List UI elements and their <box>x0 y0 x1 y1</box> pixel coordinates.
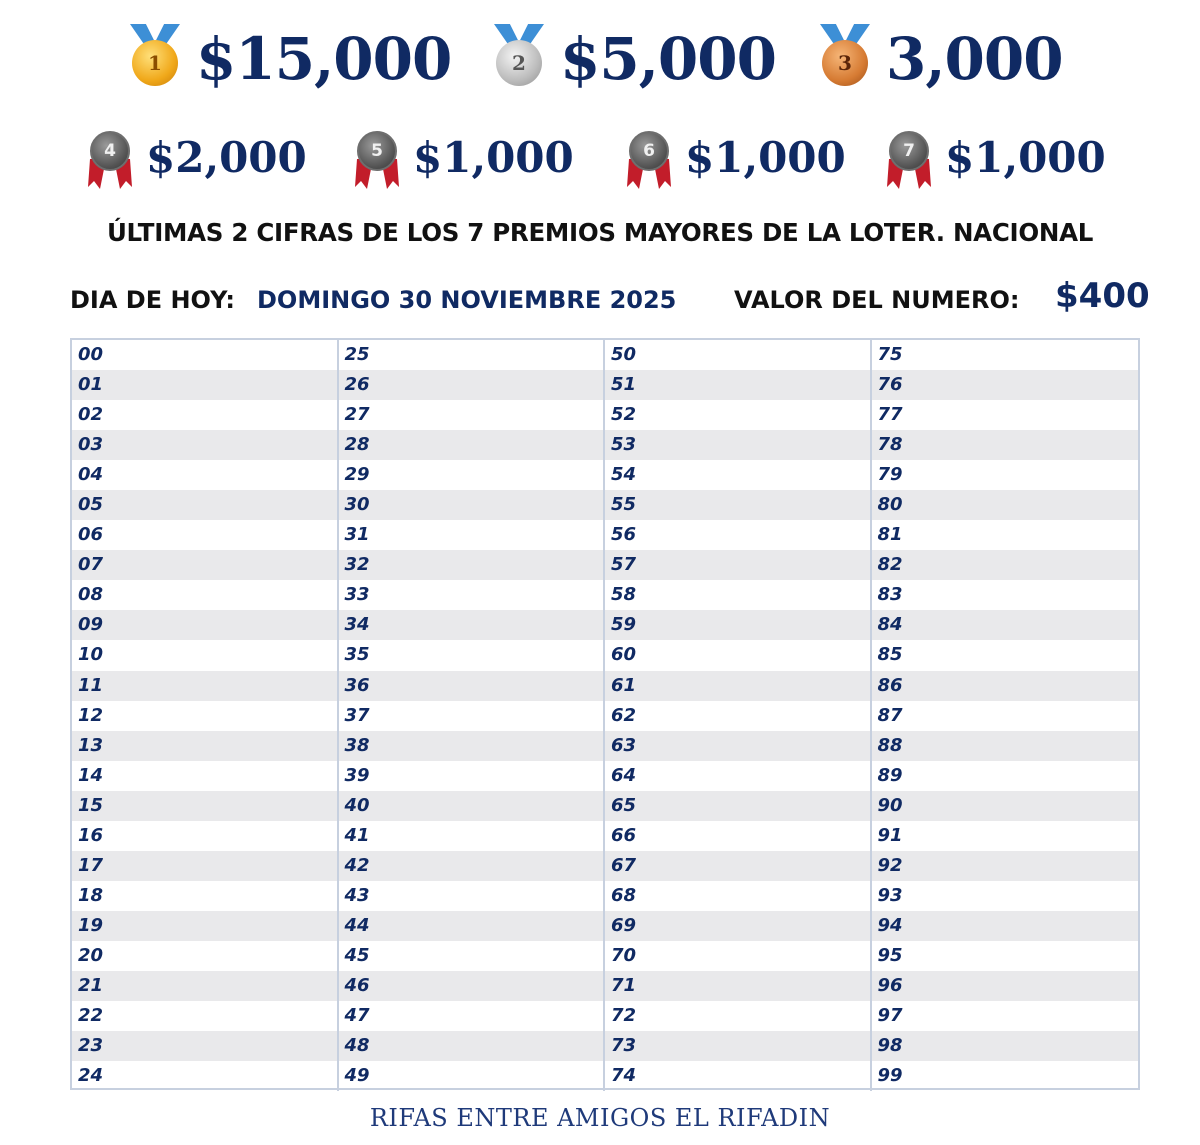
bronze-medal-icon: 3 <box>814 24 876 94</box>
date-line <box>70 276 1150 326</box>
prize-7 <box>885 112 1106 202</box>
number-cell[interactable]: 40 <box>339 791 604 821</box>
secondary-prizes <box>0 112 1200 202</box>
prize-3 <box>814 14 1063 104</box>
prize-1 <box>124 14 451 104</box>
value-amount: $400 <box>1055 276 1150 316</box>
number-cell[interactable]: 31 <box>344 524 370 546</box>
number-cell[interactable]: 90 <box>872 791 1139 821</box>
number-cell[interactable]: 99 <box>877 1065 903 1087</box>
number-cell[interactable]: 42 <box>339 851 604 881</box>
number-cell[interactable]: 24 <box>78 1065 104 1087</box>
number-cell[interactable]: 55 <box>605 490 870 520</box>
gold-medal-icon: 1 <box>124 24 186 94</box>
number-cell[interactable]: 59 <box>605 610 870 640</box>
number-cell[interactable]: 79 <box>877 464 903 486</box>
prize-6 <box>625 112 846 202</box>
prize-2-amount: $5,000 <box>560 25 776 93</box>
number-cell[interactable]: 22 <box>78 1005 104 1027</box>
number-cell[interactable]: 76 <box>872 370 1139 400</box>
number-cell[interactable]: 67 <box>605 851 870 881</box>
number-cell[interactable]: 93 <box>877 884 903 906</box>
number-cell[interactable]: 77 <box>877 404 903 426</box>
number-cell[interactable]: 44 <box>339 911 604 941</box>
number-column <box>72 340 339 1091</box>
number-cell[interactable]: 53 <box>605 430 870 460</box>
number-cell[interactable]: 69 <box>605 911 870 941</box>
number-cell[interactable]: 80 <box>872 490 1139 520</box>
number-cell[interactable]: 63 <box>605 731 870 761</box>
number-cell[interactable]: 07 <box>72 550 337 580</box>
number-cell[interactable]: 23 <box>72 1031 337 1061</box>
prize-7-amount: $1,000 <box>945 132 1106 182</box>
prize-5-amount: $1,000 <box>413 132 574 182</box>
prize-4-amount: $2,000 <box>146 132 307 182</box>
number-column <box>605 340 872 1091</box>
number-cell[interactable]: 13 <box>72 731 337 761</box>
number-cell[interactable]: 87 <box>877 704 903 726</box>
prize-1-amount: $15,000 <box>196 25 452 93</box>
number-cell[interactable]: 45 <box>344 944 370 966</box>
prize-4 <box>86 112 307 202</box>
prize-5 <box>353 112 574 202</box>
date-value: DOMINGO 30 NOVIEMBRE 2025 <box>257 286 677 314</box>
number-cell[interactable]: 25 <box>344 344 370 365</box>
number-cell[interactable]: 89 <box>877 764 903 786</box>
number-cell[interactable]: 62 <box>611 704 637 726</box>
prize-6-amount: $1,000 <box>685 132 846 182</box>
number-cell[interactable]: 28 <box>339 430 604 460</box>
number-cell[interactable]: 85 <box>877 644 903 666</box>
number-cell[interactable]: 10 <box>78 644 104 666</box>
rosette-medal-icon: 5 <box>353 125 401 189</box>
number-cell[interactable]: 06 <box>78 524 104 546</box>
number-cell[interactable]: 32 <box>339 550 604 580</box>
number-cell[interactable]: 33 <box>344 584 370 606</box>
number-cell[interactable]: 57 <box>605 550 870 580</box>
rosette-medal-icon: 6 <box>625 125 673 189</box>
number-cell[interactable]: 38 <box>339 731 604 761</box>
number-cell[interactable]: 64 <box>611 764 637 786</box>
number-column <box>339 340 606 1091</box>
number-cell[interactable]: 21 <box>72 971 337 1001</box>
number-cell[interactable]: 68 <box>611 884 637 906</box>
number-cell[interactable]: 56 <box>611 524 637 546</box>
number-cell[interactable]: 91 <box>877 824 903 846</box>
number-cell[interactable]: 43 <box>344 884 370 906</box>
number-cell[interactable]: 73 <box>605 1031 870 1061</box>
number-cell[interactable]: 35 <box>344 644 370 666</box>
number-cell[interactable]: 51 <box>605 370 870 400</box>
number-grid <box>70 338 1140 1090</box>
number-cell[interactable]: 39 <box>344 764 370 786</box>
number-cell[interactable]: 18 <box>78 884 104 906</box>
number-cell[interactable]: 16 <box>78 824 104 846</box>
number-cell[interactable]: 37 <box>344 704 370 726</box>
value-label: VALOR DEL NUMERO: <box>734 286 1020 314</box>
number-cell[interactable]: 47 <box>344 1005 370 1027</box>
number-cell[interactable]: 88 <box>872 731 1139 761</box>
number-cell[interactable]: 82 <box>872 550 1139 580</box>
number-cell[interactable]: 36 <box>339 671 604 701</box>
number-cell[interactable]: 97 <box>877 1005 903 1027</box>
number-cell[interactable]: 17 <box>72 851 337 881</box>
number-cell[interactable]: 15 <box>72 791 337 821</box>
date-label: DIA DE HOY: <box>70 286 235 314</box>
footer: RIFAS ENTRE AMIGOS EL RIFADIN <box>369 1104 831 1132</box>
prize-3-amount: 3,000 <box>886 25 1063 93</box>
number-cell[interactable]: 72 <box>611 1005 637 1027</box>
number-cell[interactable]: 66 <box>611 824 637 846</box>
number-cell[interactable]: 92 <box>872 851 1139 881</box>
prize-2 <box>488 14 776 104</box>
number-cell[interactable]: 50 <box>611 344 637 365</box>
number-cell[interactable]: 81 <box>877 524 903 546</box>
number-column <box>872 340 1139 1091</box>
number-cell[interactable]: 03 <box>72 430 337 460</box>
subtitle: ÚLTIMAS 2 CIFRAS DE LOS 7 PREMIOS MAYORES DE LA LOTER. NACIONAL <box>106 218 1094 247</box>
number-cell[interactable]: 20 <box>78 944 104 966</box>
number-cell[interactable]: 60 <box>611 644 637 666</box>
number-cell[interactable]: 26 <box>339 370 604 400</box>
number-cell[interactable]: 83 <box>877 584 903 606</box>
number-cell[interactable]: 71 <box>605 971 870 1001</box>
number-cell[interactable]: 84 <box>872 610 1139 640</box>
number-cell[interactable]: 41 <box>344 824 370 846</box>
number-cell[interactable]: 27 <box>344 404 370 426</box>
number-cell[interactable]: 04 <box>78 464 104 486</box>
number-cell[interactable]: 29 <box>344 464 370 486</box>
rosette-medal-icon: 4 <box>86 125 134 189</box>
number-cell[interactable]: 52 <box>611 404 637 426</box>
number-cell[interactable]: 14 <box>78 764 104 786</box>
number-cell[interactable]: 05 <box>72 490 337 520</box>
number-cell[interactable]: 48 <box>339 1031 604 1061</box>
number-cell[interactable]: 11 <box>72 671 337 701</box>
number-cell[interactable]: 30 <box>339 490 604 520</box>
number-cell[interactable]: 86 <box>872 671 1139 701</box>
number-cell[interactable]: 95 <box>877 944 903 966</box>
number-cell[interactable]: 74 <box>611 1065 637 1087</box>
number-cell[interactable]: 34 <box>339 610 604 640</box>
number-cell[interactable]: 08 <box>78 584 104 606</box>
number-cell[interactable]: 02 <box>78 404 104 426</box>
number-cell[interactable]: 54 <box>611 464 637 486</box>
number-cell[interactable]: 09 <box>72 610 337 640</box>
number-cell[interactable]: 75 <box>877 344 903 365</box>
number-cell[interactable]: 01 <box>72 370 337 400</box>
silver-medal-icon: 2 <box>488 24 550 94</box>
number-cell[interactable]: 00 <box>78 344 104 365</box>
number-cell[interactable]: 78 <box>872 430 1139 460</box>
number-cell[interactable]: 61 <box>605 671 870 701</box>
top-prizes <box>0 14 1200 104</box>
number-cell[interactable]: 65 <box>605 791 870 821</box>
number-cell[interactable]: 70 <box>611 944 637 966</box>
number-cell[interactable]: 58 <box>611 584 637 606</box>
number-cell[interactable]: 49 <box>344 1065 370 1087</box>
number-cell[interactable]: 12 <box>78 704 104 726</box>
number-cell[interactable]: 98 <box>872 1031 1139 1061</box>
number-cell[interactable]: 46 <box>339 971 604 1001</box>
number-cell[interactable]: 94 <box>872 911 1139 941</box>
number-cell[interactable]: 19 <box>72 911 337 941</box>
number-cell[interactable]: 96 <box>872 971 1139 1001</box>
rosette-medal-icon: 7 <box>885 125 933 189</box>
